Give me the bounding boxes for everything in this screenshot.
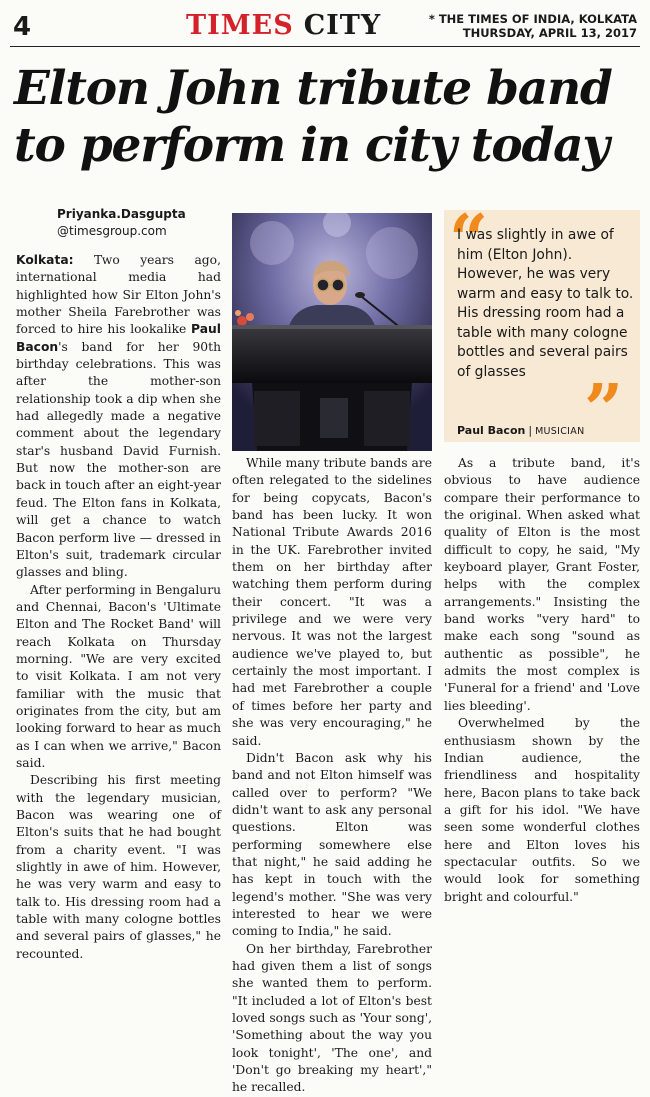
pull-quote-box — [444, 200, 640, 450]
byline — [57, 206, 186, 240]
bold-name: Paul Bacon — [16, 322, 221, 354]
article-paragraph: After performing in Bengaluru and Chennai, Bacon's 'Ultimate Elton and The Rocket Band' will reach Kolkata on Thursday morning. "We are very excited to visit Kolkata. I am not very familiar with the music that originates from the city, but am looking forward to hear as much as I can when we arrive," Bacon said. — [16, 582, 221, 770]
close-quote-icon: ” — [584, 370, 624, 450]
article-paragraph: As a tribute band, it's obvious to have audience compare their performance to the original. When asked what quality of Elton is the most difficult to copy, he said, "My keyboard player, Grant Foster, helps with the complex arrangements." Insisting the band works "very hard" to make each song "sound as authentic as possible", he admits the most complex is 'Funeral for a friend' and 'Love lies bleeding'. — [444, 456, 640, 713]
article-column-1 — [16, 252, 221, 963]
concert-photo-illustration — [232, 213, 432, 451]
article-column-2 — [232, 455, 432, 1097]
pull-quote-text: I was slightly in awe of him (Elton John). However, he was very warm and easy to talk to. His dressing room had a table with many cologne bottles and several pairs of glasses — [457, 227, 634, 380]
masthead-rule — [10, 46, 640, 47]
byline-name: Priyanka.Dasgupta — [57, 207, 186, 221]
edition-paper-line: * THE TIMES OF INDIA, KOLKATA — [428, 12, 637, 26]
section-masthead — [186, 9, 381, 43]
article-paragraph: On her birthday, Farebrother had given them a list of songs she wanted them to perform. "It included a lot of Elton's best loved songs such as 'Your song', 'Something about the way you look tonight', 'The one', and 'Don't go breaking my heart'," he recalled. — [232, 941, 432, 1095]
headline-line-1: Elton John tribute band — [14, 61, 612, 116]
article-column-3 — [444, 455, 640, 906]
page-number: 4 — [13, 12, 32, 42]
article-paragraph: Describing his first meeting with the legendary musician, Bacon was wearing one of Elton's suits that he had bought from a charity event. "I was slightly in awe of him. However, he was very warm and easy to talk to. His dressing room had a table with many cologne bottles and several pairs of glasses," he recounted. — [16, 773, 221, 961]
section-city-label: CITY — [303, 10, 382, 41]
quote-speaker-name: Paul Bacon — [457, 424, 526, 437]
article-photo — [232, 213, 432, 451]
section-times-label: TIMES — [186, 10, 294, 41]
edition-date-line: THURSDAY, APRIL 13, 2017 — [462, 26, 637, 40]
headline-line-2: to perform in city today — [14, 118, 609, 173]
byline-email: @timesgroup.com — [57, 224, 167, 238]
article-paragraph: Overwhelmed by the enthusiasm shown by the Indian audience, the friendliness and hospitality here, Bacon plans to take back a gift for his idol. "We have seen some wonderful clothes here and Elton loves his spectacular outfits. So we would look for something bright and colourful." — [444, 716, 640, 904]
article-paragraph: Didn't Bacon ask why his band and not Elton himself was called over to perform? "We didn't want to ask any personal questions. Elton was performing somewhere else that night," he said adding he has kept in touch with the legend's mother. "She was very interested to hear we were coming to India," he said. — [232, 750, 432, 939]
dateline: Kolkata: — [16, 253, 74, 267]
headline — [14, 60, 639, 174]
quote-separator: | — [528, 424, 533, 437]
edition-info — [429, 12, 637, 40]
open-quote-icon: “ — [449, 200, 489, 280]
paragraph-text: Two years ago, international media had highlighted how Sir Elton John's mother Sheila Farebrother was forced to hire his lookalike — [16, 253, 221, 337]
paragraph-text: 's band for her 90th birthday celebrations. This was after the mother-son relationship took a dip when she had allegedly made a negative comment about the legendary star's husband David Furnish. But now the mother-son are back in touch after an eight-year feud. The Elton fans in Kolkata, will get a chance to watch Bacon perform live — dressed in Elton's suit, trademark circular glasses and bling. — [16, 339, 221, 580]
article-paragraph: While many tribute bands are often relegated to the sidelines for being copycats, Bacon's band has been lucky. It won National Tribute Awards 2016 in the UK. Farebrother invited them on her birthday after watching them perform during their concert. "It was a privilege and we were very nervous. It was not the largest audience we've played to, but certainly the most important. I had met Farebrother a couple of times before her party and she was very encouraging," he said. — [232, 456, 432, 748]
article-paragraph — [16, 252, 221, 582]
pull-quote-attribution — [457, 424, 585, 437]
quote-speaker-role: MUSICIAN — [535, 426, 585, 437]
